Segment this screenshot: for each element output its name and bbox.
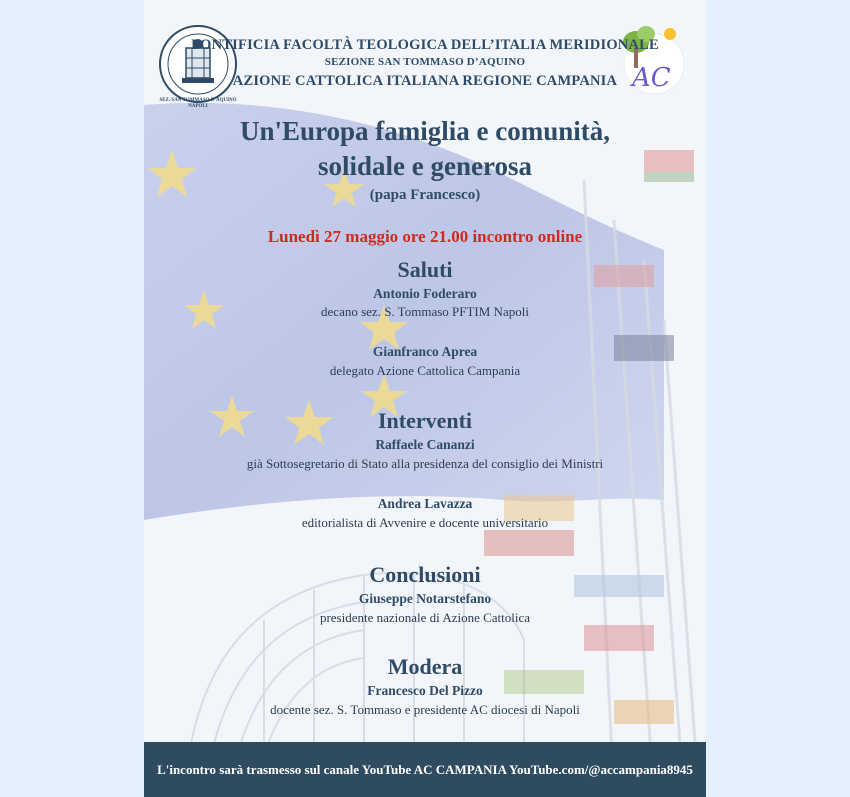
- footer-text: L'incontro sarà trasmesso sul canale YouTube AC CAMPANIA YouTube.com/@accampania8945: [157, 761, 693, 777]
- speaker-role: delegato Azione Cattolica Campania: [329, 363, 521, 378]
- speaker-role: editorialista di Avvenire e docente universitario: [301, 515, 549, 530]
- logo-text: AC: [632, 63, 671, 93]
- event-poster: [144, 0, 706, 797]
- section-conclusioni-heading: Conclusioni: [369, 562, 481, 587]
- event-subtitle: (papa Francesco): [369, 187, 481, 203]
- speaker-role: decano sez. S. Tommaso PFTIM Napoli: [321, 304, 529, 319]
- footer-banner: [144, 742, 706, 797]
- speaker-role: docente sez. S. Tommaso e presidente AC diocesi di Napoli: [270, 702, 580, 717]
- seal-caption: SEZ. SAN TOMMASO D’AQUINO NAPOLI: [159, 98, 237, 109]
- speaker-name: Giuseppe Notarstefano: [358, 591, 492, 606]
- section-saluti-heading: Saluti: [397, 257, 453, 282]
- header-ac: AZIONE CATTOLICA ITALIANA REGIONE CAMPANIA: [232, 73, 618, 89]
- event-title-line1: Un'Europa famiglia e comunità,: [239, 116, 611, 146]
- speaker-name: Raffaele Cananzi: [375, 437, 475, 452]
- speaker-name: Gianfranco Aprea: [372, 344, 478, 359]
- speaker-name: Antonio Foderaro: [373, 286, 477, 301]
- speaker-name: Andrea Lavazza: [377, 496, 473, 511]
- section-interventi-heading: Interventi: [377, 408, 473, 433]
- event-title-line2: solidale e generosa: [318, 151, 532, 181]
- event-date: Lunedì 27 maggio ore 21.00 incontro online: [267, 227, 583, 246]
- section-modera-heading: Modera: [387, 654, 463, 679]
- header-faculty: PONTIFICIA FACOLTÀ TEOLOGICA DELL’ITALIA MERIDIONALE: [191, 37, 659, 53]
- speaker-role: presidente nazionale di Azione Cattolica: [319, 610, 531, 625]
- speaker-role: già Sottosegretario di Stato alla presidenza del consiglio dei Ministri: [246, 456, 604, 471]
- speaker-name: Francesco Del Pizzo: [367, 683, 483, 698]
- header-section: SEZIONE SAN TOMMASO D’AQUINO: [324, 56, 526, 68]
